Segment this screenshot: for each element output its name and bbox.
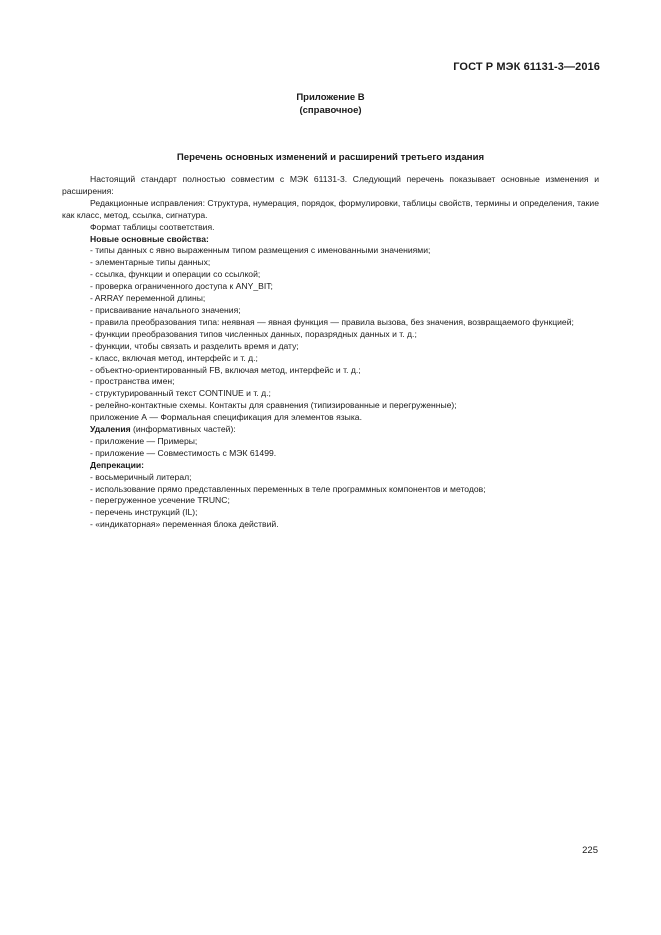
list-item: - приложение — Совместимость с МЭК 61499. — [90, 447, 277, 458]
list-item: - ссылка, функции и операции со ссылкой; — [90, 269, 261, 280]
editorial-paragraph: Редакционные исправления: Структура, нумерация, порядок, формулировки, таблицы свойств, термины и определения, такие как класс, метод, ссылка, сигнатура. — [62, 197, 599, 220]
list-item: - присваивание начального значения; — [90, 304, 241, 315]
deprecations-heading: Депрекации: — [90, 459, 145, 470]
list-item: - ARRAY переменной длины; — [90, 293, 206, 304]
list-item: - структурированный текст CONTINUE и т. д.; — [90, 388, 271, 399]
list-item: - восьмеричный литерал; — [90, 471, 192, 482]
annex-heading — [0, 92, 661, 117]
list-item: - функции преобразования типов численных данных, поразрядных данных и т. д.; — [90, 328, 417, 339]
section-title: Перечень основных изменений и расширений третьего издания — [176, 152, 485, 163]
deletions-paragraph — [62, 424, 599, 436]
list-item: - объектно-ориентированный FB, включая метод, интерфейс и т. д.; — [90, 364, 361, 375]
deletions-note: (информативных частей): — [130, 424, 236, 435]
annex-a-paragraph: приложение А — Формальная спецификация для элементов языка. — [90, 412, 362, 423]
annex-title: Приложение В — [296, 92, 365, 103]
list-item: - типы данных с явно выраженным типом размещения с именованными значениями; — [90, 245, 431, 256]
list-item: - проверка ограниченного доступа к ANY_BIT; — [90, 281, 273, 292]
page-number: 225 — [582, 845, 598, 856]
list-item: - приложение — Примеры; — [90, 435, 198, 446]
deletions-list — [62, 436, 599, 460]
new-features-heading: Новые основные свойства: — [90, 233, 209, 244]
list-item: - функции, чтобы связать и разделить время и дату; — [90, 340, 299, 351]
list-item: - класс, включая метод, интерфейс и т. д.; — [90, 352, 258, 363]
standard-designation: ГОСТ Р МЭК 61131-3—2016 — [453, 61, 600, 73]
list-item: - элементарные типы данных; — [90, 257, 211, 268]
list-item: - релейно-контактные схемы. Контакты для сравнения (типизированные и перегруженные); — [90, 400, 457, 411]
list-item: - перегруженное усечение TRUNC; — [90, 495, 230, 506]
format-paragraph: Формат таблицы соответствия. — [90, 221, 215, 232]
annex-subtitle: (справочное) — [299, 104, 362, 116]
list-item: - пространства имен; — [90, 376, 175, 387]
list-item: - использование прямо представленных переменных в теле программных компонентов и методов; — [90, 483, 486, 494]
list-item: - перечень инструкций (IL); — [90, 507, 198, 518]
deprecations-list — [62, 472, 599, 532]
intro-paragraph: Настоящий стандарт полностью совместим с МЭК 61131-3. Следующий перечень показывает основные изменения и расширения: — [62, 174, 599, 196]
new-features-list — [62, 245, 599, 412]
deletions-heading: Удаления — [90, 424, 131, 435]
list-item: - правила преобразования типа: неявная — явная функция — правила вызова, без значения, возвращаемого функцией; — [90, 316, 574, 327]
body-text — [62, 174, 599, 531]
list-item: - «индикаторная» переменная блока действий. — [90, 519, 279, 530]
